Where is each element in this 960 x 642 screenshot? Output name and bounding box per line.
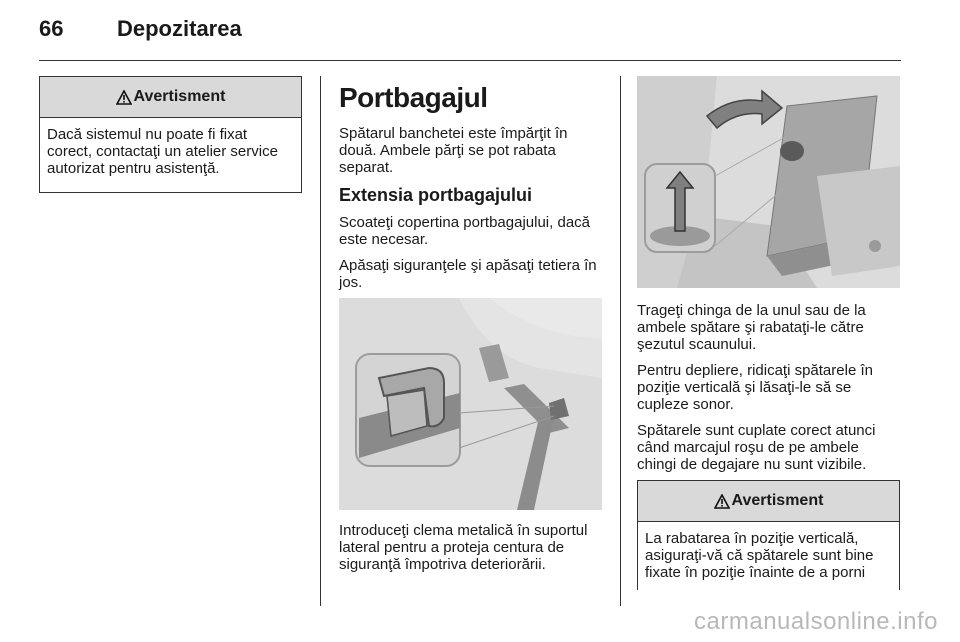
watermark: carmanualsonline.info — [694, 608, 938, 635]
section-title: Portbagajul — [339, 82, 488, 113]
page-number: 66 — [39, 16, 64, 41]
warning-triangle-icon — [714, 494, 730, 509]
warning-text: Dacă sistemul nu poate fi fixat corect, contactaţi un atelier service autorizat pentru asistenţă. — [47, 126, 278, 177]
chapter-title: Depozitarea — [117, 16, 242, 41]
paragraph-red-mark: Spătarele sunt cuplate corect atunci când marcajul roşu de pe ambele chingi de degajare nu sunt vizibile. — [637, 422, 876, 473]
paragraph-metal-clip: Introduceţi clema metalică în suportul lateral pentru a proteja centura de siguranţă împotriva deteriorării. — [339, 522, 588, 573]
column-divider-right — [620, 76, 621, 606]
warning-box-2 — [637, 480, 900, 590]
header-rule — [39, 60, 901, 61]
paragraph-press-locks: Apăsaţi siguranţele şi apăsaţi tetiera în jos. — [339, 257, 597, 291]
right-column-text — [637, 302, 900, 482]
warning-title-2: Avertisment — [731, 492, 824, 509]
warning-header-2 — [638, 481, 899, 522]
folding-seat-drawing — [637, 76, 900, 288]
seatbelt-clip-illustration — [339, 298, 602, 510]
intro-paragraph: Spătarul banchetei este împărţit în două. Ambele părţi se pot rabata separat. — [339, 125, 568, 176]
folding-seat-illustration — [637, 76, 900, 288]
warning-triangle-icon — [116, 90, 132, 105]
warning-header — [40, 77, 301, 118]
paragraph-pull-strap: Trageţi chinga de la unul sau de la ambele spătare şi rabataţi-le către şezutul scaunului. — [637, 302, 866, 353]
paragraph-remove-cover: Scoateţi copertina portbagajului, dacă este necesar. — [339, 214, 591, 248]
column-divider-left — [320, 76, 321, 606]
warning-title: Avertisment — [133, 88, 226, 105]
warning-text-2: La rabatarea în poziţie verticală, asiguraţi-vă că spătarele sunt bine fixate în poziţie înainte de a porni — [645, 530, 874, 581]
subsection-title: Extensia portbagajului — [339, 185, 533, 205]
paragraph-unfold: Pentru depliere, ridicaţi spătarele în poziţie verticală şi lăsaţi-le să se cupleze sonor. — [637, 362, 873, 413]
warning-box-1 — [39, 76, 302, 193]
middle-column-text — [339, 125, 607, 300]
seatbelt-clip-drawing — [339, 298, 602, 510]
